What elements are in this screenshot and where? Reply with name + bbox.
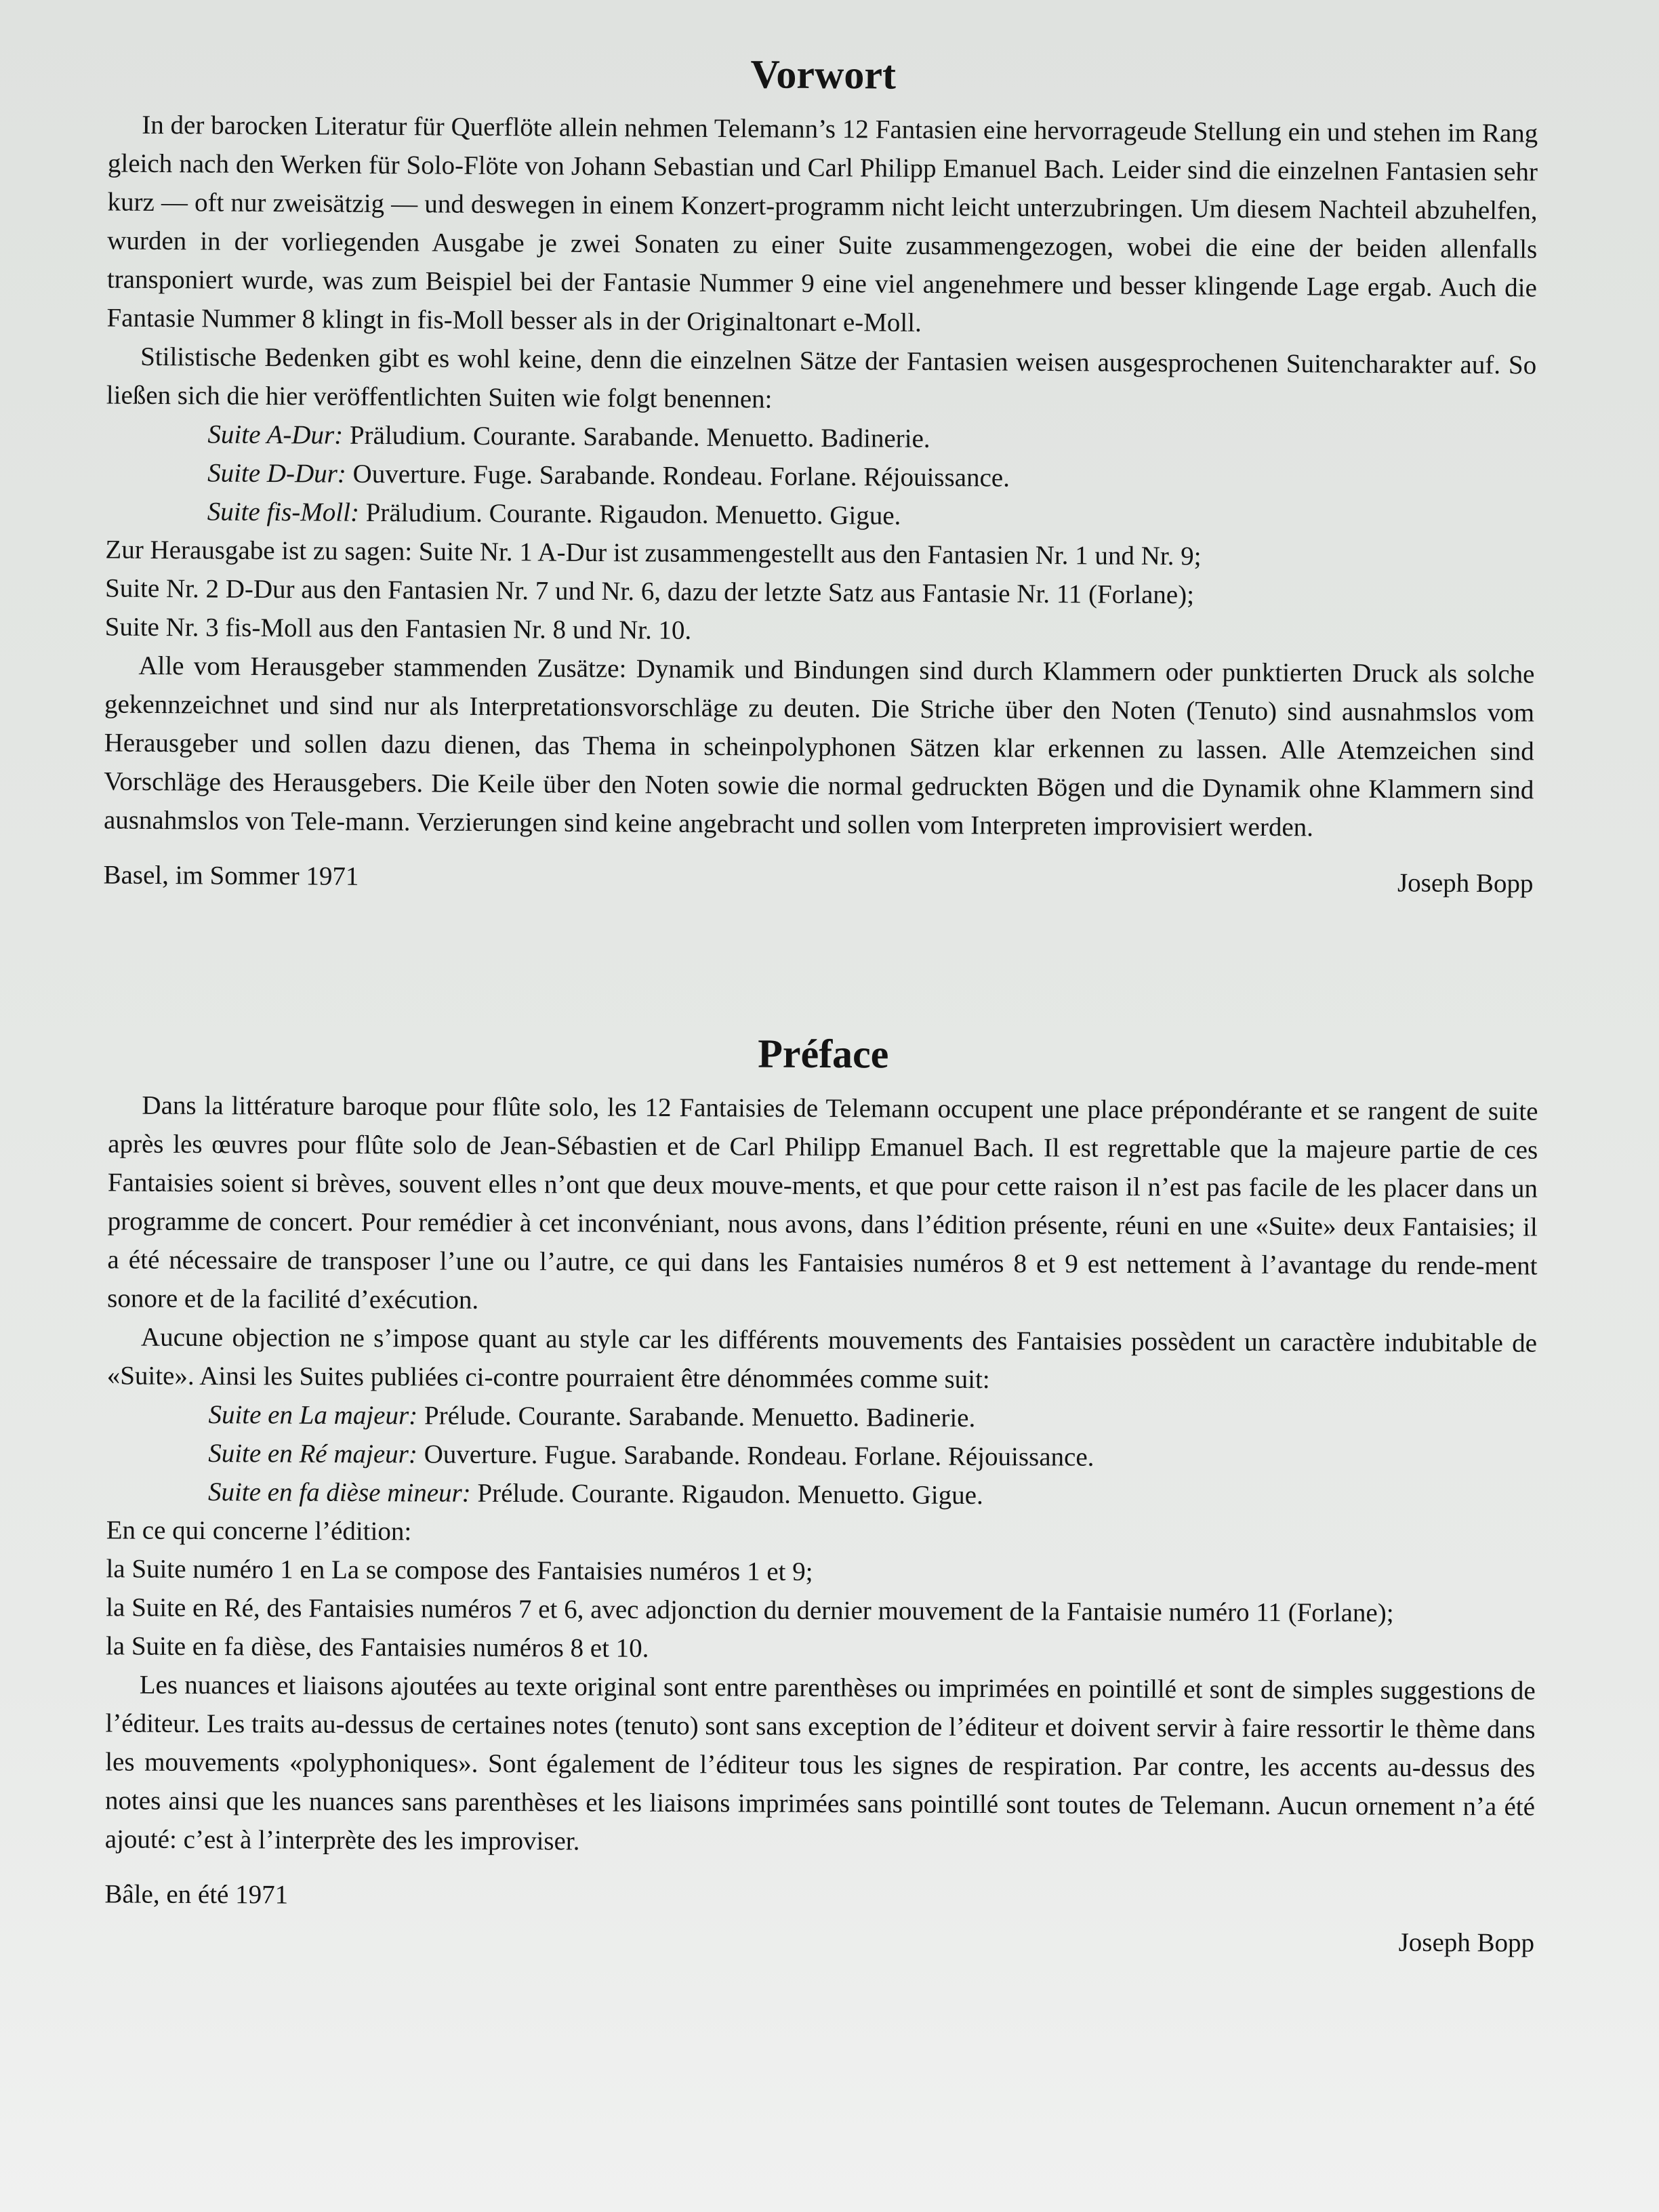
vorwort-title: Vorwort: [750, 52, 897, 98]
vorwort-edition-line: Suite Nr. 3 fis-Moll aus den Fantasien Nr. 8 und Nr. 10.: [104, 612, 692, 645]
preface-edition-line: la Suite numéro 1 en La se compose des Fantaisies numéros 1 et 9;: [106, 1554, 813, 1586]
suite-name: Suite A-Dur:: [207, 419, 344, 450]
vorwort-signature: Joseph Bopp: [1397, 868, 1534, 899]
preface-paragraph-2: Aucune objection ne s’impose quant au style car les différents mouvements des Fantaisies possèdent un caractère indubitable de «Suite». Ainsi les Suites publiées ci-contre pourraient être dénommées comme suit:: [106, 1322, 1538, 1395]
preface-suite-item: [208, 1473, 1536, 1517]
suite-movements: Präludium. Courante. Rigaudon. Menuetto. Gigue.: [365, 497, 901, 531]
vorwort-place-date: Basel, im Sommer 1971: [103, 860, 359, 891]
suite-name: Suite en La majeur:: [208, 1400, 418, 1431]
preface-section: [104, 1023, 1538, 1962]
vorwort-edition-line: Zur Herausgabe ist zu sagen: Suite Nr. 1 A-Dur ist zusammengestellt aus den Fantasien Nr. 1 und Nr. 9;: [105, 535, 1202, 571]
preface-edition-line: la Suite en fa dièse, des Fantaisies numéros 8 et 10.: [105, 1631, 649, 1663]
suite-movements: Präludium. Courante. Sarabande. Menuetto. Badinerie.: [349, 420, 930, 453]
vorwort-section: [103, 43, 1538, 903]
preface-paragraph-1: Dans la littérature baroque pour flûte solo, les 12 Fantaisies de Telemann occupent une place prépondérante et se rangent de suite après les œuvres pour flûte solo de Jean-Sébastien et de Carl Philipp Emanuel Bach. Il est regrettable que la majeure partie de ces Fantaisies soient si brèves, souvent elles n’ont que deux mouve-ments, et que pour cette raison il n’est pas facile de les placer dans un programme de concert. Pour remédier à cet inconvéniant, nous avons, dans l’édition présente, réuni en une «Suite» deux Fantaisies; il a été nécessaire de transposer l’une ou l’autre, ce qui dans les Fantaisies numéros 8 et 9 est nettement à l’avantage du rende-ment sonore et de la facilité d’exécution.: [107, 1090, 1538, 1315]
preface-edition-line: la Suite en Ré, des Fantaisies numéros 7 et 6, avec adjonction du dernier mouvement de la Fantaisie numéro 11 (Forlane);: [106, 1593, 1394, 1628]
suite-name: Suite en fa dièse mineur:: [207, 1477, 471, 1508]
suite-name: Suite en Ré majeur:: [208, 1439, 417, 1469]
preface-suite-item: [208, 1434, 1536, 1479]
vorwort-edition-line: Suite Nr. 2 D-Dur aus den Fantasien Nr. 7 und Nr. 6, dazu der letzte Satz aus Fantasie Nr. 11 (Forlane);: [104, 573, 1195, 610]
suite-name: Suite D-Dur:: [207, 458, 346, 489]
suite-movements: Ouverture. Fuge. Sarabande. Rondeau. Forlane. Réjouissance.: [352, 459, 1010, 493]
vorwort-paragraph-1: In der barocken Literatur für Querflöte allein nehmen Telemann’s 12 Fantasien eine hervorrageude Stellung ein und stehen im Rang gleich nach den Werken für Solo-Flöte von Johann Sebastian und Carl Philipp Emanuel Bach. Leider sind die einzelnen Fantasien sehr kurz — oft nur zweisätzig — und deswegen in einem Konzert-programm nicht leicht unterzubringen. Um diesem Nachteil abzuhelfen, wurden in der vorliegenden Ausgabe je zwei Sonaten zu einer Suite zusammengezogen, wobei die eine der beiden allenfalls transponiert wurde, was zum Beispiel bei der Fantasie Nummer 9 eine viel angenehmere und besser klingende Lage ergab. Auch die Fantasie Nummer 8 klingt in fis-Moll besser als in der Originaltonart e-Moll.: [106, 110, 1538, 337]
suite-movements: Prélude. Courante. Sarabande. Menuetto. Badinerie.: [424, 1401, 976, 1433]
preface-suite-list: [106, 1395, 1537, 1517]
vorwort-suite-list: [106, 415, 1536, 539]
vorwort-paragraph-2: Stilistische Bedenken gibt es wohl keine, denn die einzelnen Sätze der Fantasien weisen ausgesprochenen Suitencharakter auf. So ließen sich die hier veröffentlichten Suiten wie folgt benennen:: [106, 342, 1537, 414]
preface-signature: Joseph Bopp: [1398, 1927, 1535, 1958]
preface-place-row: [104, 1875, 1534, 1919]
suite-movements: Prélude. Courante. Rigaudon. Menuetto. Gigue.: [477, 1478, 983, 1511]
vorwort-paragraph-3: Alle vom Herausgeber stammenden Zusätze: Dynamik und Bindungen sind durch Klammern oder punktierten Druck als solche gekennzeichnet und sind nur als Interpretationsvorschläge zu deuten. Die Striche über den Noten (Tenuto) sind ausnahmslos vom Herausgeber und sollen dazu dienen, das Thema in scheinpolyphonen Sätzen klar erkennen zu lassen. Alle Atemzeichen sind Vorschläge des Herausgebers. Die Keile über den Noten sowie die normal gedruckten Bögen und die Dynamik ohne Klammern sind ausnahmslos von Tele-mann. Verzierungen sind keine angebracht und sollen vom Interpreten improvisiert werden.: [103, 651, 1535, 842]
preface-place-date: Bâle, en été 1971: [104, 1879, 289, 1910]
preface-suite-item: [208, 1395, 1536, 1440]
preface-title: Préface: [758, 1031, 889, 1077]
preface-edition-line: En ce qui concerne l’édition:: [106, 1515, 412, 1547]
vorwort-closing: [103, 856, 1533, 903]
preface-paragraph-3: Les nuances et liaisons ajoutées au texte original sont entre parenthèses ou imprimées en pointillé et sont de simples suggestions de l’éditeur. Les traits au-dessus de certaines notes (tenuto) sont sans exception de l’éditeur et doivent servir à faire ressortir le thème dans les mouvements «polyphoniques». Sont également de l’éditeur tous les signes de respiration. Par contre, les accents au-dessus des notes ainsi que les nuances sans parenthèses et les liaisons imprimées sans pointillé sont toutes de Telemann. Aucun ornement n’a été ajouté: c’est à l’interprète des les improviser.: [104, 1670, 1536, 1856]
suite-name: Suite fis-Moll:: [207, 497, 360, 527]
suite-movements: Ouverture. Fugue. Sarabande. Rondeau. Forlane. Réjouissance.: [424, 1439, 1094, 1472]
